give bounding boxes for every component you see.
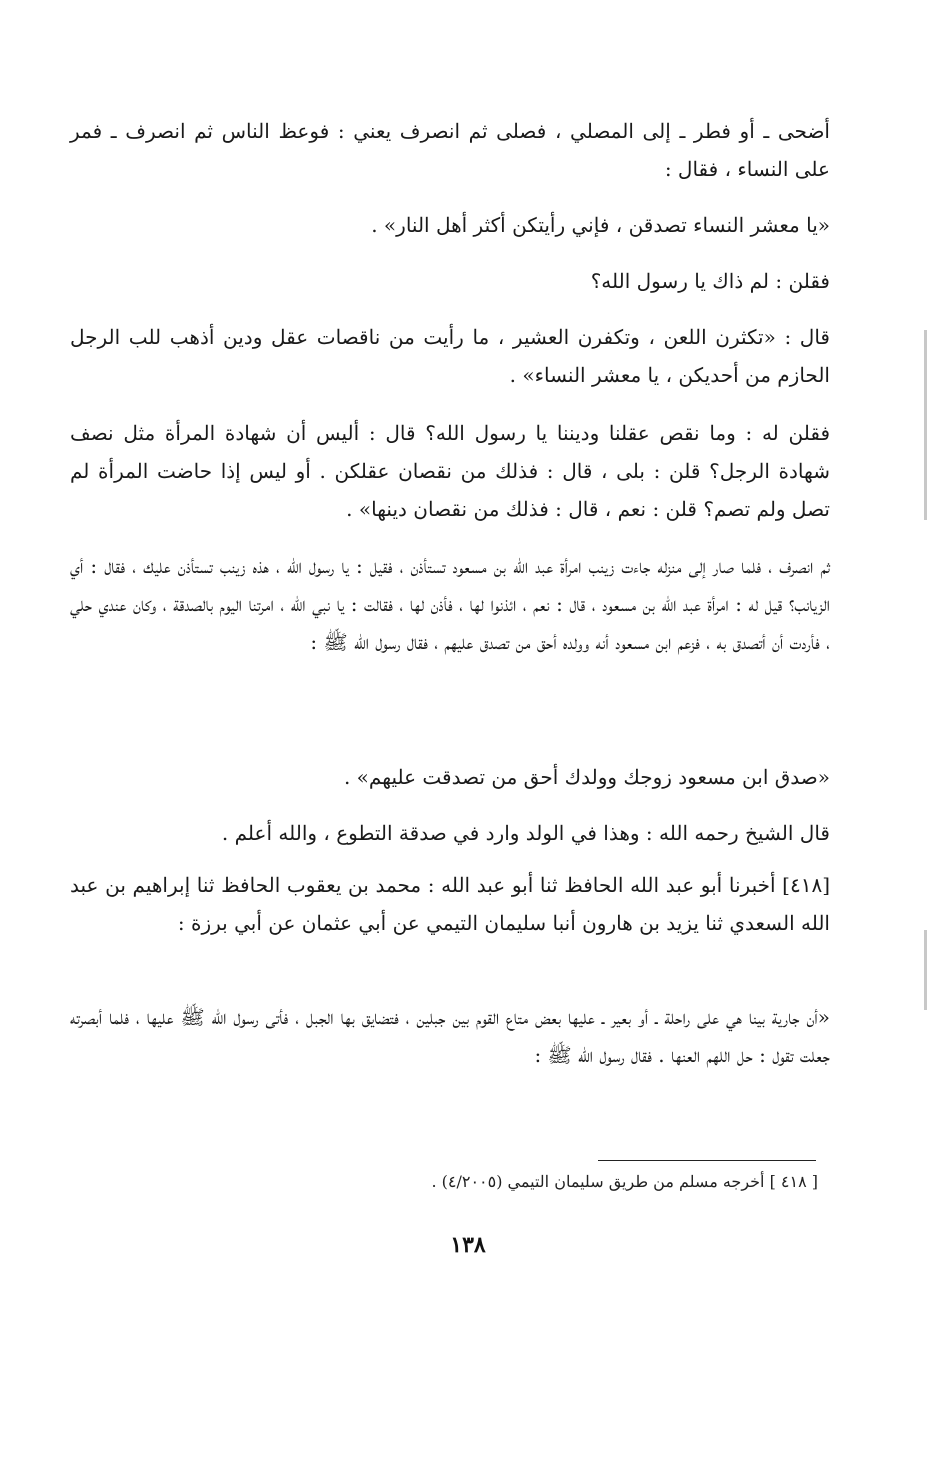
isnad-paragraph: [٤١٨] أخبرنا أبو عبد الله الحافظ ثنا أبو عبد الله : محمد بن يعقوب الحافظ ثنا إبراهيم بن عبد الله السعدي ثنا يزيد بن هارون أنبا سليمان التيمي عن أبي عثمان عن أبي برزة : bbox=[70, 873, 830, 935]
body-paragraph-6: قال الشيخ رحمه الله : وهذا في الولد وارد في صدقة التطوع ، والله أعلم . bbox=[221, 821, 830, 845]
hadith-paragraph: «أن جارية بينا هي على راحلة ـ أو بعير ـ عليها بعض متاع القوم بين جبلين ، فتضايق بها الجبل ، فأتى رسول الله ﷺ عليها ، فلما أبصرته جعلت تقول : حل اللهم العنها . فقال رسول الله ﷺ : bbox=[70, 1005, 830, 1067]
body-paragraph-1: أضحى ـ أو فطر ـ إلى المصلي ، فصلى ثم انصرف يعني : فوعظ الناس ثم انصرف ـ فمر على النساء ، فقال : bbox=[70, 119, 830, 181]
body-paragraph-2: فقلن : لم ذاك يا رسول الله؟ bbox=[590, 269, 830, 293]
hadith-quote-2: «صدق ابن مسعود زوجك وولدك أحق من تصدقت عليهم» . bbox=[343, 765, 830, 789]
scan-margin-mark bbox=[924, 330, 927, 520]
body-paragraph-5: ثم انصرف ، فلما صار إلى منزله جاءت زينب امرأة عبد الله بن مسعود تستأذن ، فقيل : يا رسول الله ، هذه زينب تستأذن عليك ، فقال : أي الزيانب؟ قيل له : امرأة عبد الله بن مسعود ، قال : نعم ، ائذنوا لها ، فأذن لها ، فقالت : يا نبي الله ، امرتنا اليوم بالصدقة ، وكان عندي حلي ، فأردت أن أتصدق به ، فزعم ابن مسعود أنه وولده أحق من تصدق عليهم ، فقال رسول الله ﷺ : bbox=[70, 554, 830, 654]
footnote: [ ٤١٨ ] أخرجه مسلم من طريق سليمان التيمي (٤/٢٠٠٥) . bbox=[431, 1172, 818, 1191]
hadith-quote-1: «يا معشر النساء تصدقن ، فإني رأيتكن أكثر أهل النار» . bbox=[371, 213, 830, 237]
scan-margin-mark bbox=[924, 930, 927, 1010]
page-number: ١٣٨ bbox=[450, 1232, 486, 1258]
footnote-divider bbox=[598, 1160, 816, 1161]
body-paragraph-4: فقلن له : وما نقص عقلنا وديننا يا رسول الله؟ قال : أليس أن شهادة المرأة مثل نصف شهادة الرجل؟ قلن : بلى ، قال : فذلك من نقصان عقلكن . أو ليس إذا حاضت المرأة لم تصل ولم تصم؟ قلن : نعم ، قال : فذلك من نقصان دينها» . bbox=[70, 421, 830, 521]
body-paragraph-3: قال : «تكثرن اللعن ، وتكفرن العشير ، ما رأيت من ناقصات عقل ودين أذهب للب الرجل الحازم من أحديكن ، يا معشر النساء» . bbox=[70, 325, 830, 387]
